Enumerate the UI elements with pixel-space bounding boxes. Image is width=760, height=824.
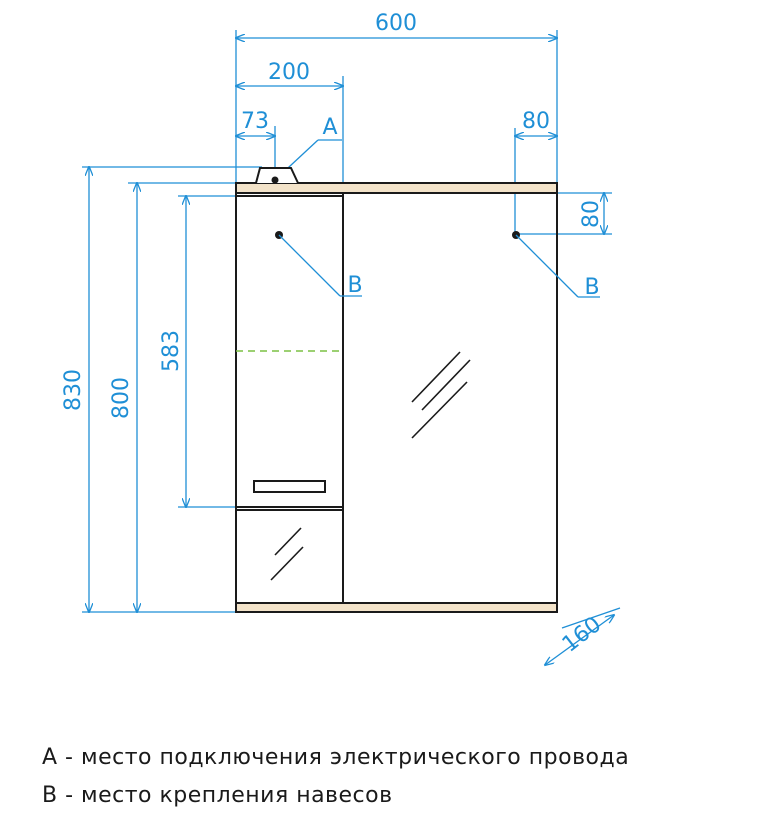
- dimension-label-583: 583: [159, 330, 184, 372]
- top-shelf: [236, 183, 557, 193]
- dimension-offset-right: [515, 109, 557, 234]
- dimension-depth: [545, 608, 620, 665]
- dimension-label-830: 830: [61, 369, 86, 411]
- dimension-height-total: [61, 167, 262, 612]
- dimension-label-80-vertical: 80: [579, 200, 604, 228]
- dimension-label-800: 800: [109, 377, 134, 419]
- dimension-label-160: 160: [557, 612, 607, 658]
- cabinet-body: [236, 168, 557, 612]
- bottom-shelf: [236, 603, 557, 612]
- mirror-reflection-large: [412, 352, 470, 438]
- dimension-label-600: 600: [375, 11, 417, 36]
- dimension-width-total: [236, 11, 557, 183]
- dimension-label-73: 73: [241, 109, 269, 134]
- legend-line-b: B - место крепления навесов: [42, 783, 393, 808]
- dimension-offset-top-right: [519, 193, 612, 234]
- legend-line-a: A - место подключения электрического провода: [42, 745, 630, 770]
- marker-b-right-label: B: [584, 275, 600, 300]
- dimension-label-200: 200: [268, 60, 310, 85]
- mirror-reflection-small: [271, 528, 303, 580]
- marker-b-left: [279, 235, 363, 298]
- dimension-height-cabinet: [159, 196, 236, 507]
- marker-b-left-label: B: [347, 273, 363, 298]
- marker-a-label: A: [322, 115, 338, 140]
- door-handle: [254, 481, 325, 492]
- dimension-height-body: [109, 183, 236, 612]
- dimension-label-80-horizontal: 80: [522, 109, 550, 134]
